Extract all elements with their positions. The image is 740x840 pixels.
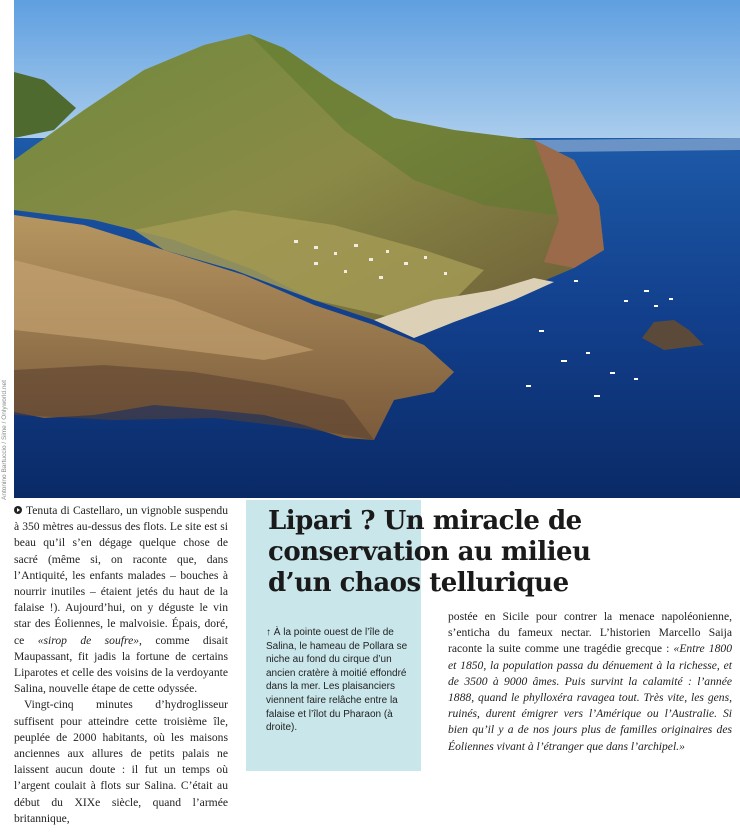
photo-reference-arrow-icon [14,503,22,511]
photo-illustration [14,0,740,498]
aerial-photo-salina [14,0,740,498]
article-right-column [448,609,732,755]
left-paragraph-2: Vingt-cinq minutes d’hydroglisseur suffisent pour atteindre cette troisième île, peuplée de 2000 habitants, où les maisons anciennes aux allures de petits palais ne laissent aucun doute : il fut un temps où l’argent coulait à flots sur Salina. C’était au début du XIXe siècle, quand l’armée britannique, [14,698,228,825]
left-paragraph-1 [14,503,228,697]
photo-caption [266,626,416,735]
caption-body: À la pointe ouest de l’île de Salina, le hameau de Pollara se niche au fond du cirque d’un ancien cratère à moitié effondré dans la mer. Les plaisanciers viennent faire relâche entre la falaise et l’îlot du Pharaon (à droite). [266,627,408,734]
article-left-column [14,503,228,827]
right-paragraph-a: postée en Sicile pour contrer la menace napoléonienne, s’enticha du fameux nectar. L’historien Marcello Saija raconte la suite comme une tragédie grecque : [448,610,732,656]
left-paragraph-1-quote: «sirop de soufre» [37,633,140,647]
photo-credit: Antonino Bartuccio / Sime / Onlyworld.net [1,380,8,500]
article-title: Lipari ? Un miracle de conservation au milieu d’un chaos tellurique [268,506,591,598]
left-paragraph-1-b: , comme disait Maupassant, fit jadis la fortune de certains Liparotes et celle des voisins de la verdoyante Salina, nouvelle étape de cette odyssée. [14,633,228,696]
historian-quote: «Entre 1800 et 1850, la population passa du dénuement à la richesse, et de 3500 à 9000 âmes. Puis survint la calamité : l’année 1888, quand le phylloxéra ravagea tout. Très vite, les gens, ruinés, durent émigrer vers l’Amérique ou l’Australie. Si bien qu’il y a de nos jours plus de familles originaires des Éoliennes vivant à l’étranger que dans l’archipel.» [448,642,732,753]
right-paragraph [448,609,732,755]
left-paragraph-1-a: Tenuta di Castellaro, un vignoble suspendu à 350 mètres au-dessus des flots. Le site est si beau qu’il s’en dégage quelque chose de sacré (même si, on raconte que, dans l’Antiquité, les enfants malades – bouches à nourrir inutiles – étaient jetés du haut de la falaise !). Aujourd’hui, on y déguste le vin star des Éoliennes, le malvoisie. Épais, doré, ce [14,504,228,647]
caption-up-arrow-icon: ↑ [266,627,271,638]
